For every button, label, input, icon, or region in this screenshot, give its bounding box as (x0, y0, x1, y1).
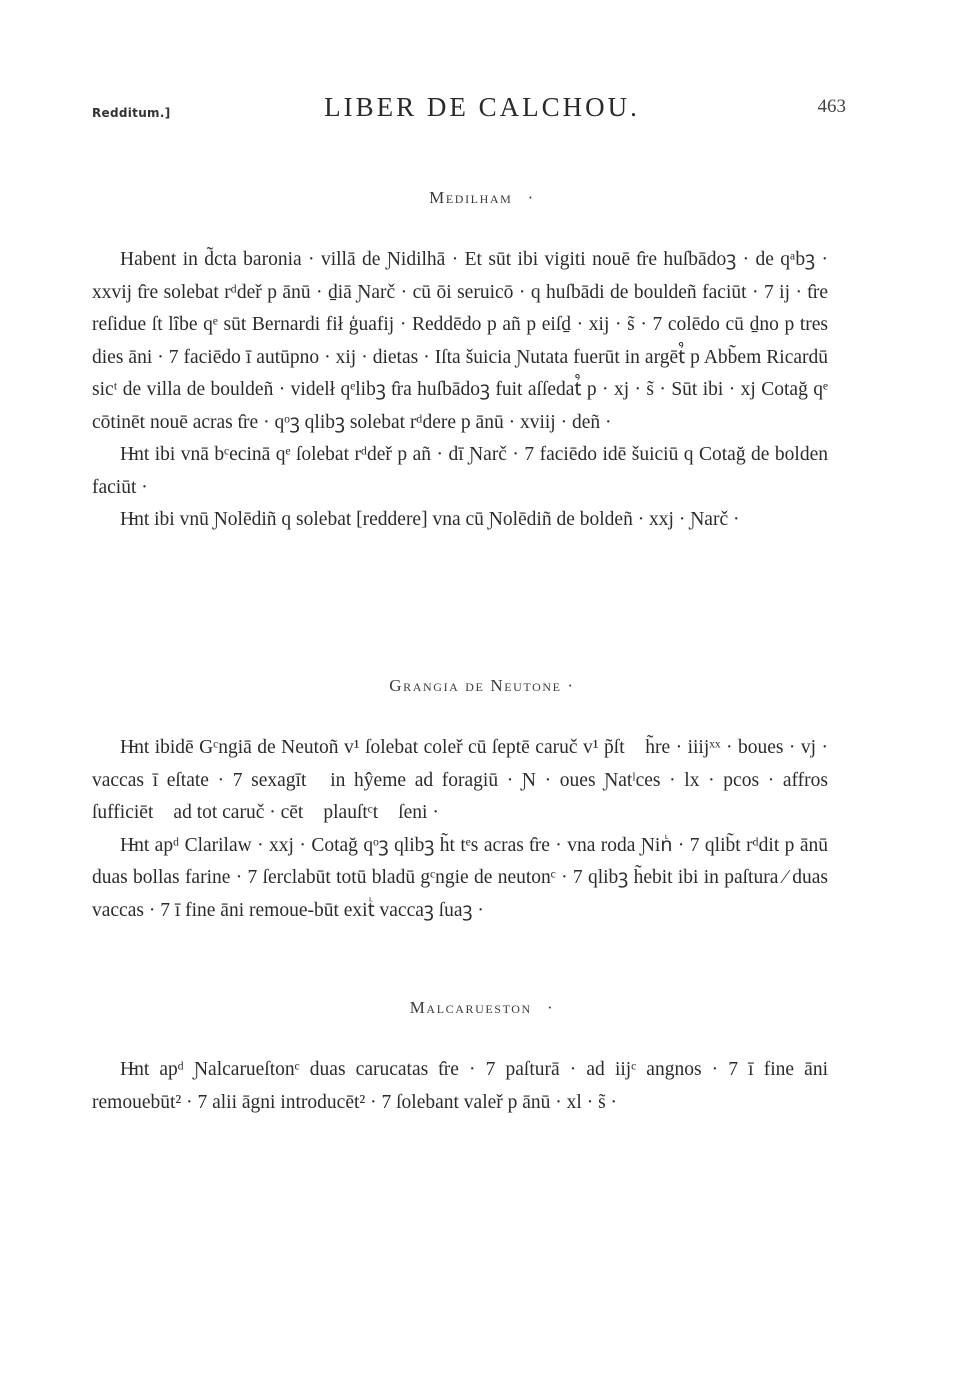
paragraph: H̵nt ibi vnā bᶜecinā qᵉ ſolebat rᵈdeř p añ · dī Ɲarč · 7 faciēdo idē šuiciū q Cotağ de bolden faciūt · (92, 444, 828, 498)
paragraph: Habent in d̃cta baronia · villā de Ɲidilhā · Et sūt ibi vigiti nouē t̑re huſbādoꝫ · de qᵃbꝫ · xxvij t̑re solebat rᵈdeř p ānū · ḏiā Ɲarč · cū ōi seruicō · q huſbādi de bouldeñ faciūt · 7 ij · t̑re reſidue ſt lȋbe qᵉ sūt Bernardi fił ģuafij · Reddēdo p añ p eiſḏ · xij · s̃ · 7 colēdo cū ḏno p tres dies āni · 7 faciēdo ī autūpno · xij · dietas · Iſta šuicia Ɲutata fuerūt in argēt᷒ p Abb̃em Ricardū sicᵗ de villa de bouldeñ · videlł qᵉlibꝫ t̑ra huſbādoꝫ fuit aſſedat᷒ p · xj · s̃ · Sūt ibi · xj Cotağ qᵉ cōtinēt nouē acras t̑re · qᵒꝫ qlibꝫ solebat rᵈdere p ānū · xviij · deñ · (92, 249, 828, 433)
header-left-label: Redditum.] (92, 106, 171, 120)
running-header (0, 92, 964, 128)
page-title: LIBER DE CALCHOU. (324, 92, 640, 122)
paragraph: H̵nt ibi vnū Ɲolēdiñ q solebat [reddere] vna cū Ɲolēdiñ de boldeñ · xxj · Ɲarč · (120, 509, 740, 530)
page-number: 463 (817, 96, 846, 117)
paragraph: H̵nt apᵈ Clarilaw · xxj · Cotağ qᵒꝫ qlibꝫ h̃t tᵉs acras t̑re · vna roda Ɲinᷞ · 7 qlib̃t rᵈdit p ānū duas bollas farine · 7 ſerclabūt totū bladū gᶜngie de neutonᶜ · 7 qlibꝫ h̃ebit ibi in paſtura ⁄ duas vaccas · 7 ī fine āni remoue-būt exitᷞ vaccaꝫ ſuaꝫ · (92, 834, 828, 921)
section-body-medilham (92, 244, 828, 537)
section-body-malcarueston (92, 1054, 828, 1119)
paragraph: H̵nt apᵈ Ɲalcarueſtonᶜ duas carucatas t̑re · 7 paſturā · ad iijᶜ angnos · 7 ī fine āni remouebūt² · 7 alii āgni introducēt² · 7 ſolebant valeř p ānū · xl · s̃ · (92, 1059, 828, 1113)
section-heading-grangia: Grangia de Neutone · (389, 676, 575, 695)
section-heading-malcarueston: Malcarueston᷒ · (409, 998, 555, 1017)
section-body-grangia (92, 732, 828, 927)
section-heading-medilham: Medilham᷒ · (429, 188, 535, 207)
paragraph: H̵nt ibidē Gᶜngiā de Neutoñ v¹ ſolebat coleř cū ſeptē caruč v¹ p̃ſt᷒ h̃re · iiijˣˣ · boues · vj · vaccas ī eſtate · 7 sexagīt᷒ in hŷeme ad foragiū · Ɲ · oues Ɲatˡces · lx · pcos · affros ſufficiēt᷒ ad tot caruč · cēt᷒ plauſtᶜt᷒ ſeni · (92, 737, 828, 823)
